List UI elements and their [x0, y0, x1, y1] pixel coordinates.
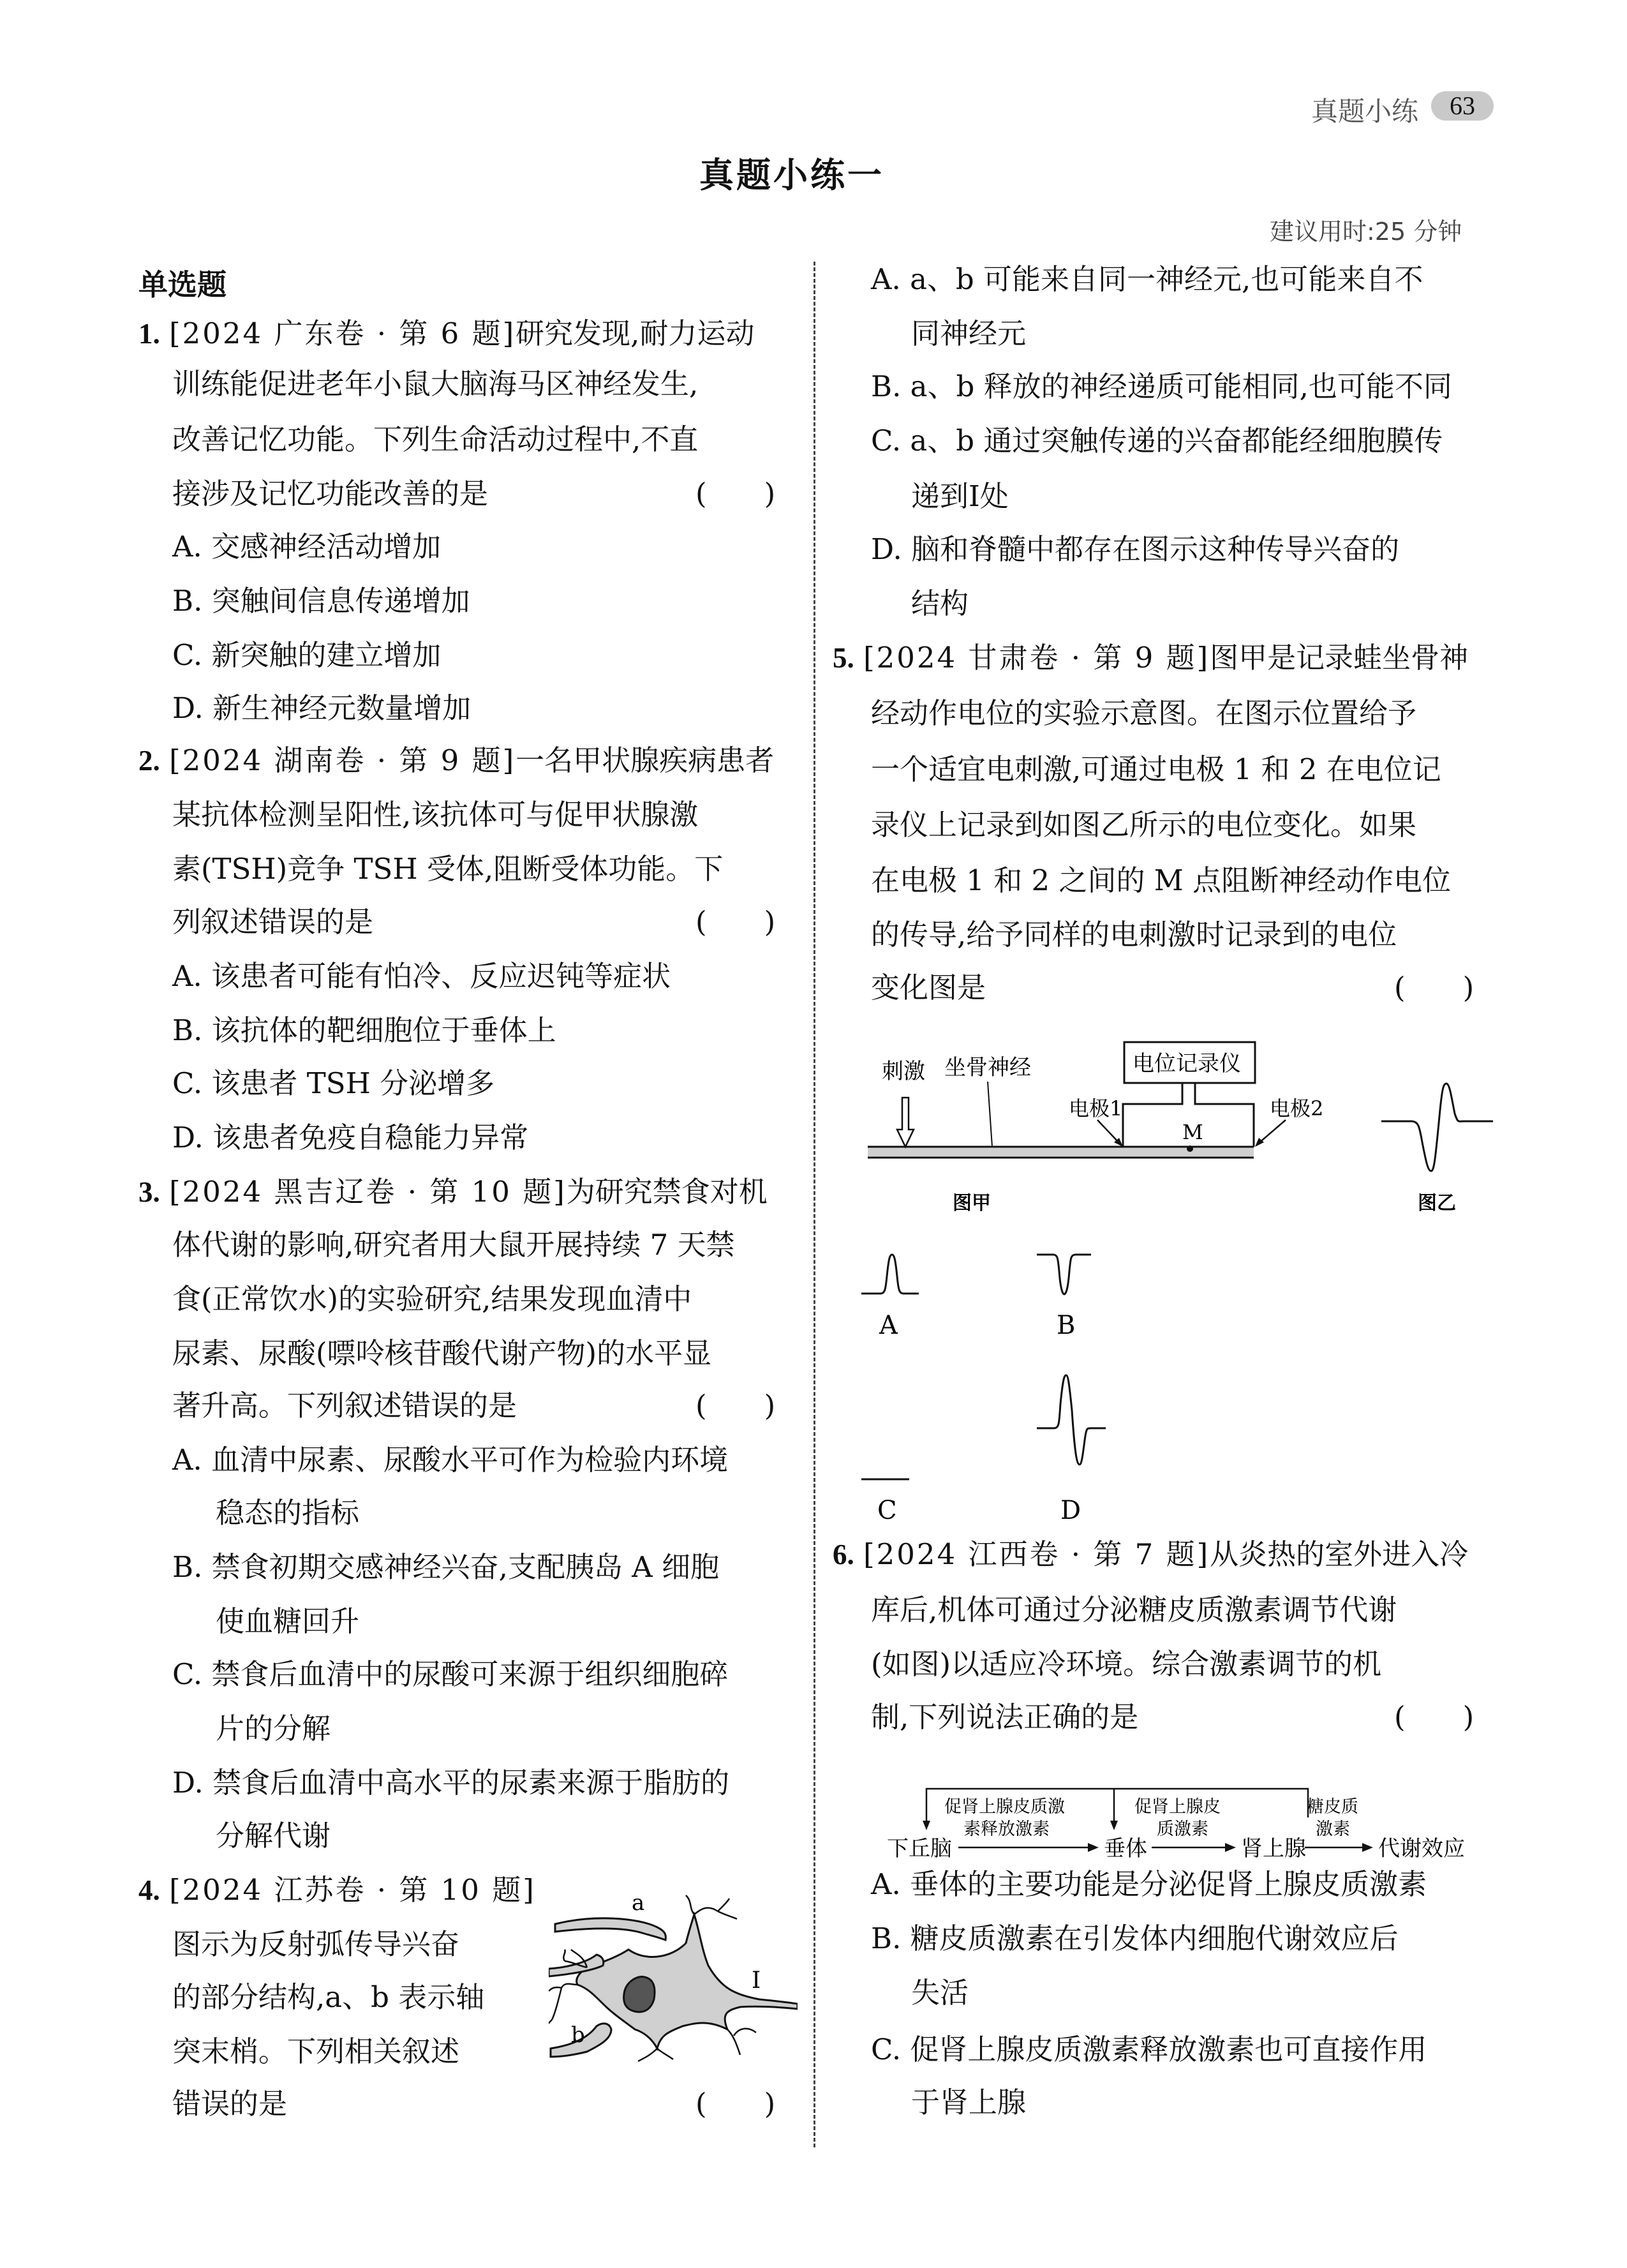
arrow-2 — [1225, 1843, 1236, 1852]
question-text: 制,下列说法正确的是 — [871, 1700, 1139, 1734]
option-c-continued: 片的分解 — [216, 1712, 331, 1745]
question-text: 从炎热的室外进入冷 — [1210, 1537, 1469, 1571]
question-text: 为研究禁食对机 — [566, 1175, 768, 1209]
waveform-figure-b — [1381, 1084, 1493, 1171]
question-text: 突末梢。下列相关叙述 — [172, 2034, 460, 2068]
answer-blank[interactable]: ( ) — [695, 2087, 776, 2121]
option-a[interactable]: A. 交感神经活动增加 — [172, 530, 442, 563]
answer-blank[interactable]: ( ) — [695, 1389, 776, 1422]
option-a-continued: 同神经元 — [911, 317, 1027, 350]
column-divider — [814, 262, 815, 2147]
question-number: 5. — [833, 642, 854, 674]
question-text: 录仪上记录到如图乙所示的电位变化。如果 — [871, 808, 1417, 842]
question-source: [2024 黑吉辽卷 · 第 10 题] — [169, 1175, 567, 1209]
choice-label-b: B — [1057, 1311, 1076, 1340]
arrow-label-3: 糖皮质 — [1307, 1797, 1358, 1817]
option-d[interactable]: D. 新生神经元数量增加 — [172, 691, 472, 725]
choice-waveforms — [855, 1238, 1302, 1538]
arrow-1 — [1088, 1843, 1099, 1852]
suggested-time: 建议用时:25 分钟 — [1270, 218, 1462, 246]
running-header: 真题小练 — [1311, 96, 1419, 127]
node-adrenal: 肾上腺 — [1241, 1836, 1306, 1861]
option-d-continued: 结构 — [911, 586, 969, 620]
waveform-a — [861, 1255, 919, 1294]
question-text: 一个适宜电刺激,可通过电极 1 和 2 在电位记 — [871, 752, 1441, 786]
feedback-arrow-pituitary — [1110, 1821, 1118, 1830]
hormone-flow-diagram — [880, 1780, 1493, 1870]
choice-label-c: C — [877, 1496, 897, 1525]
neuron-diagram — [549, 1892, 798, 2068]
question-text: 的部分结构,a、b 表示轴 — [172, 1980, 485, 2014]
answer-blank[interactable]: ( ) — [1394, 971, 1475, 1004]
option-c[interactable]: C. 该患者 TSH 分泌增多 — [172, 1066, 495, 1100]
question-line — [833, 1537, 1468, 1572]
stimulus-arrow — [897, 1098, 914, 1147]
question-text: 经动作电位的实验示意图。在图示位置给予 — [871, 696, 1417, 730]
question-text: 列叙述错误的是 — [172, 905, 374, 939]
question-text: 素(TSH)竞争 TSH 受体,阻断受体功能。下 — [172, 852, 724, 886]
question-number: 3. — [138, 1176, 160, 1208]
question-text: (如图)以适应冷环境。综合激素调节的机 — [871, 1647, 1382, 1681]
option-d[interactable]: D. 脑和脊髓中都存在图示这种传导兴奋的 — [871, 532, 1400, 566]
question-text: 变化图是 — [871, 971, 986, 1004]
option-a[interactable]: A. a、b 可能来自同一神经元,也可能来自不 — [871, 262, 1423, 296]
label-electrode-1: 电极1 — [1069, 1096, 1123, 1121]
option-d[interactable]: D. 该患者免疫自稳能力异常 — [172, 1121, 529, 1154]
answer-blank[interactable]: ( ) — [695, 477, 776, 511]
page-number-badge: 63 — [1431, 91, 1494, 121]
question-source: [2024 甘肃卷 · 第 9 题] — [863, 641, 1210, 675]
question-text: 改善记忆功能。下列生命活动过程中,不直 — [172, 422, 699, 456]
label-m: M — [1182, 1120, 1203, 1144]
experiment-diagram — [861, 1034, 1512, 1219]
answer-blank[interactable]: ( ) — [695, 905, 776, 939]
option-c[interactable]: C. a、b 通过突触传递的兴奋都能经细胞膜传 — [871, 424, 1443, 458]
arrow-label-2-line2: 质激素 — [1157, 1819, 1208, 1839]
option-c[interactable]: C. 禁食后血清中的尿酸可来源于组织细胞碎 — [172, 1657, 729, 1691]
feedback-arrow-hypothalamus — [923, 1821, 930, 1830]
question-text: 图甲是记录蛙坐骨神 — [1210, 641, 1469, 675]
option-a[interactable]: A. 该患者可能有怕冷、反应迟钝等症状 — [172, 959, 671, 993]
waveform-b — [1037, 1255, 1091, 1294]
question-text: 错误的是 — [172, 2087, 288, 2121]
label-stimulus: 刺激 — [882, 1059, 925, 1084]
answer-blank[interactable]: ( ) — [1394, 1700, 1475, 1734]
question-number: 1. — [138, 318, 160, 350]
arrow-3 — [1362, 1843, 1373, 1852]
node-metabolic-effect: 代谢效应 — [1378, 1836, 1465, 1861]
question-text: 的传导,给予同样的电刺激时记录到的电位 — [871, 918, 1397, 951]
question-line — [833, 640, 1468, 676]
label-I: Ⅰ — [752, 1967, 761, 1994]
question-number: 4. — [138, 1874, 160, 1906]
choice-label-d: D — [1060, 1496, 1081, 1525]
question-line — [138, 1174, 768, 1210]
question-text: 体代谢的影响,研究者用大鼠开展持续 7 天禁 — [172, 1228, 735, 1262]
label-b: b — [571, 2022, 585, 2048]
node-hypothalamus: 下丘脑 — [887, 1836, 952, 1861]
option-b-continued: 使血糖回升 — [216, 1604, 360, 1638]
choice-label-a: A — [879, 1311, 898, 1340]
question-text: 一名甲状腺疾病患者 — [516, 743, 775, 777]
option-b[interactable]: B. 突触间信息传递增加 — [172, 584, 470, 618]
caption-figure-b: 图乙 — [1418, 1192, 1456, 1214]
question-text: 著升高。下列叙述错误的是 — [172, 1389, 517, 1422]
question-text: 训练能促进老年小鼠大脑海马区神经发生, — [172, 367, 699, 401]
option-b[interactable]: B. 糖皮质激素在引发体内细胞代谢效应后 — [871, 1921, 1399, 1955]
label-sciatic-nerve: 坐骨神经 — [944, 1055, 1031, 1080]
option-c[interactable]: C. 新突触的建立增加 — [172, 638, 442, 672]
question-number: 2. — [138, 745, 160, 777]
arrow-label-1-line2: 素释放激素 — [963, 1819, 1050, 1839]
option-c[interactable]: C. 促肾上腺皮质激素释放激素也可直接作用 — [871, 2033, 1427, 2066]
arrow-label-3-line2: 激素 — [1316, 1819, 1350, 1839]
question-text: 研究发现,耐力运动 — [516, 317, 755, 350]
page-title: 真题小练一 — [699, 155, 884, 195]
arrow-label-2: 促肾上腺皮 — [1134, 1797, 1221, 1817]
question-line — [138, 316, 754, 352]
option-a[interactable]: A. 血清中尿素、尿酸水平可作为检验内环境 — [172, 1443, 729, 1477]
point-m — [1187, 1145, 1193, 1152]
question-text: 食(正常饮水)的实验研究,结果发现血清中 — [172, 1282, 692, 1316]
node-pituitary: 垂体 — [1104, 1836, 1147, 1861]
question-source: [2024 广东卷 · 第 6 题] — [169, 317, 516, 350]
label-electrode-2: 电极2 — [1270, 1096, 1324, 1121]
sciatic-nerve — [868, 1147, 1254, 1158]
arrow-label-1: 促肾上腺皮质激 — [944, 1797, 1065, 1817]
question-source: [2024 湖南卷 · 第 9 题] — [169, 743, 516, 777]
label-a: a — [632, 1892, 645, 1916]
option-a-continued: 稳态的指标 — [216, 1496, 360, 1530]
question-source: [2024 江西卷 · 第 7 题] — [863, 1537, 1210, 1571]
question-text: 图示为反射弧传导兴奋 — [172, 1927, 460, 1961]
question-text: 某抗体检测呈阳性,该抗体可与促甲状腺激 — [172, 798, 699, 832]
option-b[interactable]: B. 该抗体的靶细胞位于垂体上 — [172, 1013, 556, 1047]
label-recorder: 电位记录仪 — [1133, 1051, 1241, 1077]
option-c-continued: 递到Ⅰ处 — [911, 479, 1009, 513]
question-line — [138, 1872, 536, 1908]
question-number: 6. — [833, 1539, 854, 1570]
option-d-continued: 分解代谢 — [216, 1819, 331, 1853]
waveform-d — [1037, 1375, 1106, 1465]
caption-figure-a: 图甲 — [953, 1192, 991, 1214]
option-b[interactable]: B. a、b 释放的神经递质可能相同,也可能不同 — [871, 369, 1452, 403]
option-c-continued: 于肾上腺 — [911, 2085, 1027, 2119]
question-text: 尿素、尿酸(嘌呤核苷酸代谢产物)的水平显 — [172, 1336, 712, 1370]
section-label: 单选题 — [138, 267, 227, 302]
question-text: 在电极 1 和 2 之间的 M 点阻断神经动作电位 — [871, 863, 1452, 897]
question-text: 接涉及记忆功能改善的是 — [172, 477, 489, 511]
option-b-continued: 失活 — [911, 1976, 969, 2010]
option-d[interactable]: D. 禁食后血清中高水平的尿素来源于脂肪的 — [172, 1766, 730, 1800]
question-line — [138, 743, 774, 779]
option-a[interactable]: A. 垂体的主要功能是分泌促肾上腺皮质激素 — [871, 1867, 1427, 1901]
option-b[interactable]: B. 禁食初期交感神经兴奋,支配胰岛 A 细胞 — [172, 1550, 720, 1584]
axon-terminal-a — [555, 1918, 665, 1940]
question-source: [2024 江苏卷 · 第 10 题] — [169, 1873, 536, 1907]
question-text: 库后,机体可通过分泌糖皮质激素调节代谢 — [871, 1593, 1397, 1627]
